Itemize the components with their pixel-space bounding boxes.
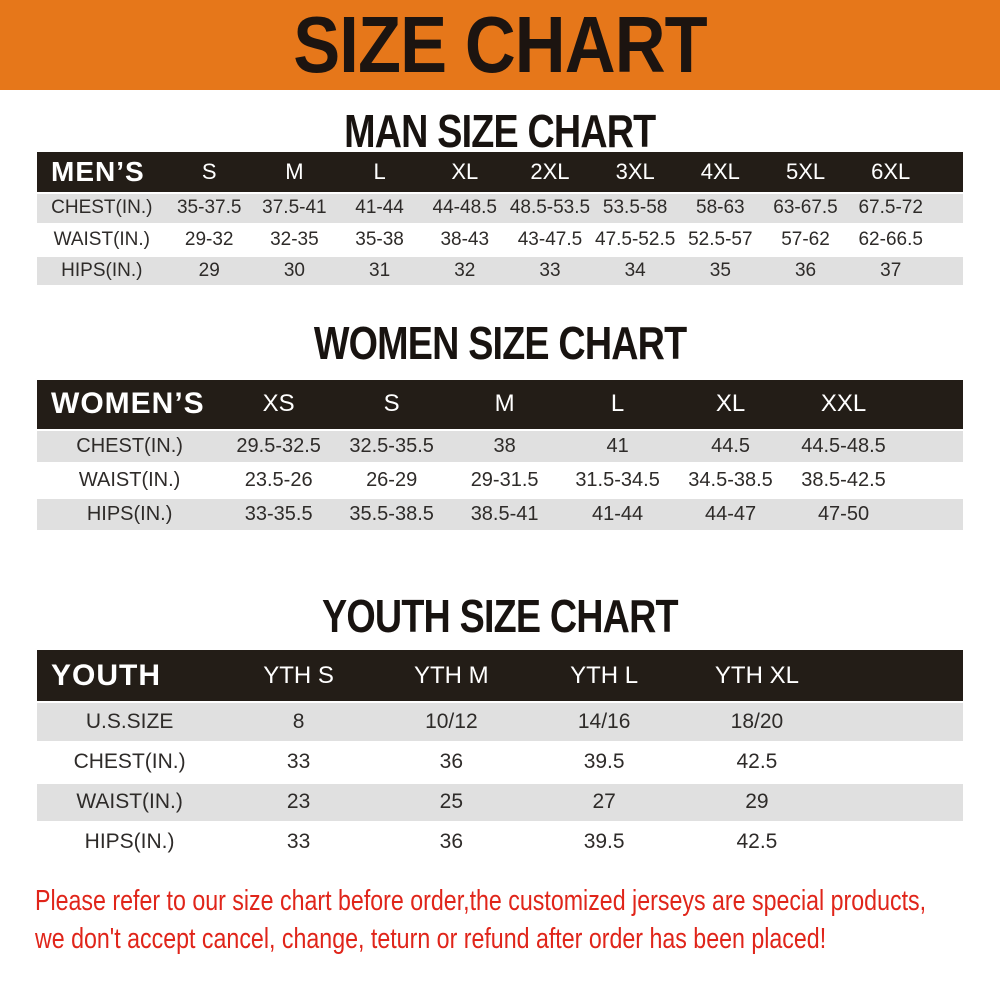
size-value-cell: 36 <box>439 830 464 853</box>
size-value-cell: 8 <box>292 709 305 733</box>
measurement-label: HIPS(IN.) <box>84 830 175 853</box>
spacer-cell <box>900 498 963 532</box>
youth-size-column-header: YTH L <box>570 661 639 689</box>
spacer-cell <box>933 224 963 255</box>
spacer-cell <box>833 782 963 822</box>
men-table-row <box>37 255 963 286</box>
size-chart-banner <box>0 0 1000 90</box>
size-value-cell: 31 <box>369 259 391 281</box>
size-value-cell: 42.5 <box>736 750 778 773</box>
measurement-label: HIPS(IN.) <box>86 503 173 525</box>
measurement-label: WAIST(IN.) <box>76 790 183 813</box>
size-value-cell: 62-66.5 <box>858 228 923 250</box>
measurement-label: CHEST(IN.) <box>51 197 153 219</box>
size-value-cell: 29.5-32.5 <box>236 434 321 457</box>
spacer-cell <box>900 430 963 464</box>
size-value-cell: 44-48.5 <box>432 197 497 219</box>
size-value-cell: 39.5 <box>583 830 625 853</box>
men-table-row <box>37 224 963 255</box>
size-value-cell: 29 <box>198 259 220 281</box>
women-table-row <box>37 464 963 498</box>
size-value-cell: 35 <box>709 259 731 281</box>
measurement-label: U.S.SIZE <box>85 709 174 733</box>
measurement-label: HIPS(IN.) <box>61 259 143 281</box>
youth-table-row <box>37 782 963 822</box>
women-size-column-header: S <box>383 390 400 417</box>
men-header-row <box>37 152 963 193</box>
women-size-table <box>37 380 963 534</box>
youth-table-row <box>37 702 963 742</box>
spacer-cell <box>833 822 963 862</box>
youth-corner-label: YOUTH <box>51 658 161 692</box>
size-value-cell: 52.5-57 <box>688 228 753 250</box>
men-size-column-header: 5XL <box>785 159 826 184</box>
size-value-cell: 41-44 <box>355 197 404 219</box>
men-size-column-header: 4XL <box>700 159 740 184</box>
size-value-cell: 32-35 <box>270 228 319 250</box>
disclaimer <box>0 882 1000 958</box>
men-size-column-header: L <box>373 159 386 184</box>
section-heading-youth <box>0 589 1000 642</box>
women-size-column-header: L <box>610 390 625 417</box>
size-value-cell: 23.5-26 <box>244 469 313 491</box>
size-value-cell: 53.5-58 <box>602 197 668 219</box>
measurement-label: WAIST(IN.) <box>78 469 181 491</box>
spacer-cell <box>933 152 963 193</box>
spacer-cell <box>933 255 963 286</box>
size-value-cell: 38-43 <box>440 228 490 250</box>
size-value-cell: 38 <box>493 434 516 457</box>
size-value-cell: 35-38 <box>355 228 404 250</box>
size-value-cell: 41 <box>606 434 629 457</box>
size-value-cell: 57-62 <box>781 228 830 250</box>
size-value-cell: 30 <box>283 259 305 281</box>
size-value-cell: 63-67.5 <box>773 197 838 219</box>
spacer-cell <box>833 702 963 742</box>
women-size-column-header: XL <box>715 390 746 417</box>
youth-heading-text: YOUTH SIZE CHART <box>322 590 678 642</box>
section-heading-men <box>0 104 1000 157</box>
size-value-cell: 44-47 <box>704 503 757 525</box>
men-size-table <box>37 152 963 288</box>
size-value-cell: 33 <box>286 750 311 773</box>
youth-size-column-header: YTH S <box>263 661 334 689</box>
men-table-row <box>37 193 963 224</box>
size-value-cell: 38.5-42.5 <box>801 469 886 491</box>
women-size-column-header: M <box>494 390 515 417</box>
women-table-row <box>37 430 963 464</box>
women-table-row <box>37 498 963 532</box>
youth-table-row <box>37 742 963 782</box>
size-value-cell: 29-31.5 <box>470 469 539 491</box>
size-value-cell: 58-63 <box>696 197 745 219</box>
size-value-cell: 33 <box>539 259 561 281</box>
spacer-cell <box>900 464 963 498</box>
measurement-label: CHEST(IN.) <box>73 750 186 773</box>
youth-header-row <box>37 650 963 702</box>
size-value-cell: 44.5-48.5 <box>801 434 886 457</box>
size-value-cell: 33-35.5 <box>244 503 313 525</box>
size-value-cell: 14/16 <box>577 709 631 733</box>
measurement-label: CHEST(IN.) <box>76 434 183 457</box>
size-value-cell: 32.5-35.5 <box>349 434 434 457</box>
size-value-cell: 25 <box>439 790 464 813</box>
size-value-cell: 26-29 <box>366 469 418 491</box>
youth-size-column-header: YTH M <box>414 661 489 689</box>
size-value-cell: 47-50 <box>817 503 870 525</box>
women-size-column-header: XS <box>262 390 295 417</box>
size-value-cell: 35.5-38.5 <box>349 503 434 525</box>
size-value-cell: 41-44 <box>592 503 644 525</box>
size-value-cell: 39.5 <box>583 750 625 773</box>
men-size-column-header: S <box>201 159 217 184</box>
size-value-cell: 38.5-41 <box>470 503 539 525</box>
youth-size-column-header: YTH XL <box>714 661 799 689</box>
size-value-cell: 34.5-38.5 <box>688 469 773 491</box>
spacer-cell <box>933 193 963 224</box>
men-size-column-header: 3XL <box>615 159 655 184</box>
size-value-cell: 35-37.5 <box>176 197 242 219</box>
size-value-cell: 37.5-41 <box>262 197 327 219</box>
size-value-cell: 47.5-52.5 <box>595 228 676 250</box>
size-value-cell: 33 <box>286 830 311 853</box>
women-size-column-header: XXL <box>820 390 867 417</box>
size-value-cell: 43-47.5 <box>517 228 583 250</box>
size-value-cell: 31.5-34.5 <box>575 469 660 491</box>
men-corner-label: MEN’S <box>51 156 145 187</box>
spacer-cell <box>833 650 963 702</box>
youth-size-table <box>37 650 963 864</box>
women-header-row <box>37 380 963 430</box>
women-corner-label: WOMEN’S <box>51 387 205 420</box>
size-value-cell: 36 <box>794 259 817 281</box>
men-size-column-header: M <box>285 159 304 184</box>
size-value-cell: 37 <box>880 259 902 281</box>
banner-title: SIZE CHART <box>293 0 707 89</box>
size-value-cell: 48.5-53.5 <box>509 197 591 219</box>
size-value-cell: 67.5-72 <box>858 197 923 219</box>
size-value-cell: 18/20 <box>730 709 784 733</box>
disclaimer-line-1: Please refer to our size chart before order,the customized jerseys are special products, <box>35 884 927 917</box>
size-value-cell: 36 <box>439 750 464 773</box>
men-size-column-header: XL <box>451 159 479 184</box>
size-value-cell: 42.5 <box>736 830 778 853</box>
size-value-cell: 29-32 <box>184 228 234 250</box>
size-value-cell: 23 <box>286 790 311 813</box>
size-value-cell: 44.5 <box>711 434 751 457</box>
women-heading-text: WOMEN SIZE CHART <box>313 316 687 369</box>
men-size-column-header: 2XL <box>530 159 570 184</box>
measurement-label: WAIST(IN.) <box>53 228 151 250</box>
spacer-cell <box>900 380 963 430</box>
men-size-column-header: 6XL <box>871 159 911 184</box>
disclaimer-line-2: we don't accept cancel, change, teturn or refund after order has been placed! <box>35 922 827 955</box>
size-value-cell: 27 <box>592 790 616 813</box>
size-value-cell: 29 <box>745 790 769 813</box>
men-heading-text: MAN SIZE CHART <box>344 105 656 157</box>
size-value-cell: 10/12 <box>425 709 478 733</box>
section-heading-women <box>0 316 1000 369</box>
size-value-cell: 34 <box>624 259 646 281</box>
youth-table-row <box>37 822 963 862</box>
spacer-cell <box>833 742 963 782</box>
size-value-cell: 32 <box>454 259 476 281</box>
